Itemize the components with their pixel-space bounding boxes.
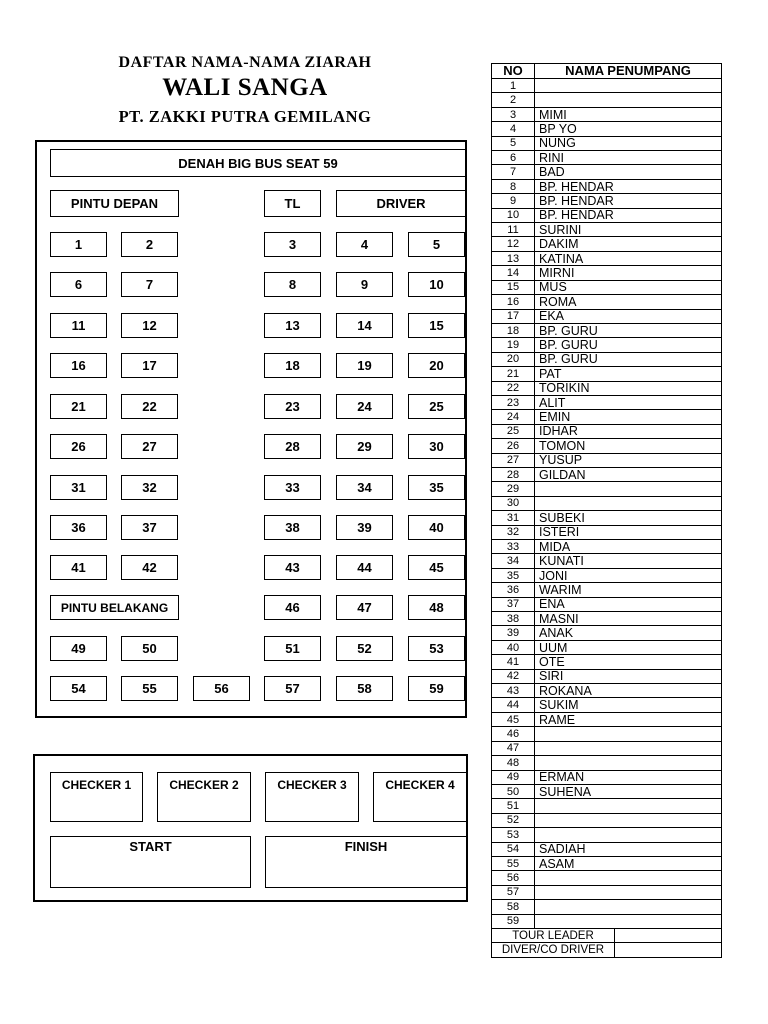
roster-row — [492, 352, 722, 366]
seat-19: 19 — [336, 353, 393, 378]
roster-row — [492, 165, 722, 179]
bus-layout-frame — [35, 140, 467, 718]
roster-no-cell: 35 — [492, 568, 535, 582]
roster-row — [492, 280, 722, 294]
roster-no-cell: 11 — [492, 223, 535, 237]
roster-no-cell: 8 — [492, 179, 535, 193]
checker-4-box: CHECKER 4 — [373, 772, 467, 822]
roster-no-cell: 55 — [492, 856, 535, 870]
seat-10: 10 — [408, 272, 465, 297]
roster-name-cell: NUNG — [535, 136, 722, 150]
roster-name-cell: BP YO — [535, 122, 722, 136]
roster-no-cell: 1 — [492, 79, 535, 93]
header-line-1: DAFTAR NAMA-NAMA ZIARAH — [118, 54, 372, 71]
roster-no-cell: 26 — [492, 439, 535, 453]
roster-row — [492, 208, 722, 222]
roster-row — [492, 856, 722, 870]
roster-name-cell: IDHAR — [535, 424, 722, 438]
roster-name-cell: MUS — [535, 280, 722, 294]
roster-row — [492, 799, 722, 813]
roster-no-cell: 12 — [492, 237, 535, 251]
tour-leader-seat: TL — [264, 190, 321, 217]
seat-11: 11 — [50, 313, 107, 338]
roster-name-cell: SUHENA — [535, 784, 722, 798]
roster-no-cell: 18 — [492, 323, 535, 337]
roster-row — [492, 525, 722, 539]
finish-box: FINISH — [265, 836, 467, 888]
roster-row — [492, 741, 722, 755]
roster-row — [492, 223, 722, 237]
roster-row — [492, 122, 722, 136]
seat-23: 23 — [264, 394, 321, 419]
roster-row — [492, 410, 722, 424]
roster-no-cell: 56 — [492, 871, 535, 885]
roster-row — [492, 568, 722, 582]
seat-28: 28 — [264, 434, 321, 459]
roster-no-cell: 7 — [492, 165, 535, 179]
roster-row — [492, 179, 722, 193]
roster-row — [492, 266, 722, 280]
roster-no-cell: 36 — [492, 583, 535, 597]
roster-name-cell — [535, 885, 722, 899]
seat-30: 30 — [408, 434, 465, 459]
seat-25: 25 — [408, 394, 465, 419]
roster-name-cell: EMIN — [535, 410, 722, 424]
roster-no-cell: 22 — [492, 381, 535, 395]
seat-33: 33 — [264, 475, 321, 500]
roster-no-cell: 42 — [492, 669, 535, 683]
roster-name-cell: SUBEKI — [535, 511, 722, 525]
roster-row — [492, 813, 722, 827]
roster-row — [492, 482, 722, 496]
roster-row — [492, 453, 722, 467]
roster-footer-row — [492, 928, 722, 942]
checker-2-box: CHECKER 2 — [157, 772, 251, 822]
roster-name-cell: PAT — [535, 367, 722, 381]
roster-footer-value — [615, 943, 722, 957]
roster-name-cell: TORIKIN — [535, 381, 722, 395]
roster-row — [492, 784, 722, 798]
roster-no-cell: 57 — [492, 885, 535, 899]
roster-no-cell: 32 — [492, 525, 535, 539]
roster-no-cell: 47 — [492, 741, 535, 755]
roster-row — [492, 698, 722, 712]
seat-17: 17 — [121, 353, 178, 378]
seat-51: 51 — [264, 636, 321, 661]
roster-name-cell — [535, 799, 722, 813]
roster-name-cell: GILDAN — [535, 467, 722, 481]
roster-name-cell: ALIT — [535, 395, 722, 409]
roster-name-cell: ROMA — [535, 295, 722, 309]
start-box: START — [50, 836, 251, 888]
roster-name-cell: SIRI — [535, 669, 722, 683]
roster-no-cell: 31 — [492, 511, 535, 525]
seat-1: 1 — [50, 232, 107, 257]
seat-38: 38 — [264, 515, 321, 540]
roster-row — [492, 136, 722, 150]
roster-no-cell: 39 — [492, 626, 535, 640]
roster-row — [492, 381, 722, 395]
roster-row — [492, 295, 722, 309]
seat-24: 24 — [336, 394, 393, 419]
roster-name-cell: KUNATI — [535, 554, 722, 568]
roster-no-cell: 15 — [492, 280, 535, 294]
roster-name-cell: ASAM — [535, 856, 722, 870]
seat-41: 41 — [50, 555, 107, 580]
roster-row — [492, 338, 722, 352]
checker-3-box: CHECKER 3 — [265, 772, 359, 822]
roster-no-cell: 41 — [492, 655, 535, 669]
company-name: PT. ZAKKI PUTRA GEMILANG — [118, 107, 372, 126]
roster-row — [492, 511, 722, 525]
roster-no-cell: 46 — [492, 727, 535, 741]
roster-no-cell: 21 — [492, 367, 535, 381]
roster-name-cell: ROKANA — [535, 684, 722, 698]
col-no-header: NO — [492, 64, 535, 79]
roster-row — [492, 871, 722, 885]
roster-no-cell: 58 — [492, 900, 535, 914]
seat-35: 35 — [408, 475, 465, 500]
seat-22: 22 — [121, 394, 178, 419]
seat-59: 59 — [408, 676, 465, 701]
roster-row — [492, 756, 722, 770]
roster-row — [492, 583, 722, 597]
seat-53: 53 — [408, 636, 465, 661]
roster-row — [492, 885, 722, 899]
seat-21: 21 — [50, 394, 107, 419]
roster-no-cell: 2 — [492, 93, 535, 107]
roster-name-cell: JONI — [535, 568, 722, 582]
roster-no-cell: 52 — [492, 813, 535, 827]
roster-row — [492, 684, 722, 698]
roster-no-cell: 3 — [492, 107, 535, 121]
seat-43: 43 — [264, 555, 321, 580]
roster-no-cell: 48 — [492, 756, 535, 770]
roster-name-cell — [535, 900, 722, 914]
seat-45: 45 — [408, 555, 465, 580]
roster-name-cell: BP. HENDAR — [535, 179, 722, 193]
roster-row — [492, 612, 722, 626]
roster-name-cell: MIMI — [535, 107, 722, 121]
roster-row — [492, 900, 722, 914]
roster-name-cell: BP. GURU — [535, 338, 722, 352]
seat-55: 55 — [121, 676, 178, 701]
roster-no-cell: 44 — [492, 698, 535, 712]
roster-row — [492, 93, 722, 107]
roster-row — [492, 727, 722, 741]
seat-42: 42 — [121, 555, 178, 580]
seat-34: 34 — [336, 475, 393, 500]
roster-name-cell — [535, 482, 722, 496]
roster-name-cell — [535, 93, 722, 107]
roster-no-cell: 17 — [492, 309, 535, 323]
roster-name-cell: BP. GURU — [535, 323, 722, 337]
roster-no-cell: 33 — [492, 540, 535, 554]
seat-50: 50 — [121, 636, 178, 661]
seat-20: 20 — [408, 353, 465, 378]
roster-row — [492, 439, 722, 453]
roster-name-cell — [535, 727, 722, 741]
roster-row — [492, 770, 722, 784]
roster-no-cell: 23 — [492, 395, 535, 409]
roster-no-cell: 16 — [492, 295, 535, 309]
roster-name-cell: EKA — [535, 309, 722, 323]
roster-name-cell: ANAK — [535, 626, 722, 640]
roster-no-cell: 6 — [492, 151, 535, 165]
roster-row — [492, 712, 722, 726]
seat-44: 44 — [336, 555, 393, 580]
seat-46: 46 — [264, 595, 321, 620]
seat-6: 6 — [50, 272, 107, 297]
roster-no-cell: 4 — [492, 122, 535, 136]
rear-door-label: PINTU BELAKANG — [50, 595, 179, 620]
seat-57: 57 — [264, 676, 321, 701]
roster-no-cell: 50 — [492, 784, 535, 798]
roster-row — [492, 395, 722, 409]
roster-footer-value — [615, 928, 722, 942]
roster-footer-label: TOUR LEADER — [492, 928, 615, 942]
seat-5: 5 — [408, 232, 465, 257]
roster-name-cell — [535, 496, 722, 510]
roster-footer-label: DIVER/CO DRIVER — [492, 943, 615, 957]
seat-14: 14 — [336, 313, 393, 338]
roster-row — [492, 496, 722, 510]
seat-40: 40 — [408, 515, 465, 540]
roster-no-cell: 43 — [492, 684, 535, 698]
roster-name-cell: MASNI — [535, 612, 722, 626]
roster-no-cell: 5 — [492, 136, 535, 150]
seat-2: 2 — [121, 232, 178, 257]
roster-name-cell — [535, 741, 722, 755]
seat-26: 26 — [50, 434, 107, 459]
roster-row — [492, 669, 722, 683]
roster-no-cell: 20 — [492, 352, 535, 366]
roster-name-cell — [535, 828, 722, 842]
roster-name-cell: TOMON — [535, 439, 722, 453]
roster-no-cell: 37 — [492, 597, 535, 611]
roster-row — [492, 151, 722, 165]
seat-7: 7 — [121, 272, 178, 297]
roster-name-cell: BP. HENDAR — [535, 194, 722, 208]
roster-name-cell: SADIAH — [535, 842, 722, 856]
front-door-label: PINTU DEPAN — [50, 190, 179, 217]
roster-name-cell: BP. GURU — [535, 352, 722, 366]
seat-52: 52 — [336, 636, 393, 661]
driver-seat: DRIVER — [336, 190, 466, 217]
roster-no-cell: 40 — [492, 640, 535, 654]
roster-no-cell: 24 — [492, 410, 535, 424]
roster-name-cell: KATINA — [535, 251, 722, 265]
roster-row — [492, 640, 722, 654]
roster-no-cell: 49 — [492, 770, 535, 784]
roster-name-cell: DAKIM — [535, 237, 722, 251]
roster-name-cell: ISTERI — [535, 525, 722, 539]
roster-row — [492, 828, 722, 842]
seat-58: 58 — [336, 676, 393, 701]
roster-row — [492, 323, 722, 337]
bus-layout-title: DENAH BIG BUS SEAT 59 — [50, 149, 466, 177]
roster-no-cell: 30 — [492, 496, 535, 510]
seat-56: 56 — [193, 676, 250, 701]
seat-13: 13 — [264, 313, 321, 338]
roster-row — [492, 914, 722, 928]
roster-name-cell: SUKIM — [535, 698, 722, 712]
roster-name-cell: MIRNI — [535, 266, 722, 280]
roster-no-cell: 59 — [492, 914, 535, 928]
roster-row — [492, 597, 722, 611]
seat-9: 9 — [336, 272, 393, 297]
roster-row — [492, 367, 722, 381]
roster-no-cell: 45 — [492, 712, 535, 726]
roster-row — [492, 842, 722, 856]
roster-name-cell: RINI — [535, 151, 722, 165]
roster-row — [492, 540, 722, 554]
roster-no-cell: 53 — [492, 828, 535, 842]
roster-no-cell: 29 — [492, 482, 535, 496]
roster-row — [492, 194, 722, 208]
roster-name-cell: ERMAN — [535, 770, 722, 784]
roster-name-cell: UUM — [535, 640, 722, 654]
col-name-header: NAMA PENUMPANG — [535, 64, 722, 79]
roster-name-cell: OTE — [535, 655, 722, 669]
roster-no-cell: 19 — [492, 338, 535, 352]
roster-header-row — [492, 64, 722, 79]
roster-no-cell: 27 — [492, 453, 535, 467]
seat-49: 49 — [50, 636, 107, 661]
roster-no-cell: 14 — [492, 266, 535, 280]
seat-27: 27 — [121, 434, 178, 459]
roster-row — [492, 424, 722, 438]
roster-name-cell: WARIM — [535, 583, 722, 597]
roster-row — [492, 79, 722, 93]
roster-no-cell: 10 — [492, 208, 535, 222]
roster-row — [492, 554, 722, 568]
seat-18: 18 — [264, 353, 321, 378]
roster-name-cell — [535, 813, 722, 827]
seat-3: 3 — [264, 232, 321, 257]
roster-name-cell — [535, 756, 722, 770]
roster-name-cell: BP. HENDAR — [535, 208, 722, 222]
seat-32: 32 — [121, 475, 178, 500]
roster-no-cell: 28 — [492, 467, 535, 481]
document-title: WALI SANGA — [162, 74, 328, 101]
seat-39: 39 — [336, 515, 393, 540]
seat-16: 16 — [50, 353, 107, 378]
roster-name-cell: BAD — [535, 165, 722, 179]
roster-no-cell: 38 — [492, 612, 535, 626]
roster-name-cell: MIDA — [535, 540, 722, 554]
checker-1-box: CHECKER 1 — [50, 772, 143, 822]
roster-no-cell: 13 — [492, 251, 535, 265]
roster-no-cell: 51 — [492, 799, 535, 813]
roster-name-cell — [535, 871, 722, 885]
seat-47: 47 — [336, 595, 393, 620]
seat-48: 48 — [408, 595, 465, 620]
roster-no-cell: 25 — [492, 424, 535, 438]
roster-row — [492, 309, 722, 323]
roster-footer-row — [492, 943, 722, 957]
roster-name-cell: RAME — [535, 712, 722, 726]
roster-no-cell: 9 — [492, 194, 535, 208]
roster-row — [492, 626, 722, 640]
roster-name-cell: YUSUP — [535, 453, 722, 467]
roster-row — [492, 107, 722, 121]
roster-no-cell: 54 — [492, 842, 535, 856]
passenger-roster-table — [491, 63, 722, 958]
roster-row — [492, 467, 722, 481]
seat-54: 54 — [50, 676, 107, 701]
seat-15: 15 — [408, 313, 465, 338]
roster-name-cell: SURINI — [535, 223, 722, 237]
seat-31: 31 — [50, 475, 107, 500]
roster-name-cell — [535, 914, 722, 928]
seat-4: 4 — [336, 232, 393, 257]
roster-row — [492, 251, 722, 265]
seat-36: 36 — [50, 515, 107, 540]
roster-name-cell — [535, 79, 722, 93]
seat-37: 37 — [121, 515, 178, 540]
seat-8: 8 — [264, 272, 321, 297]
roster-row — [492, 237, 722, 251]
seat-12: 12 — [121, 313, 178, 338]
roster-name-cell: ENA — [535, 597, 722, 611]
roster-no-cell: 34 — [492, 554, 535, 568]
seat-29: 29 — [336, 434, 393, 459]
roster-row — [492, 655, 722, 669]
